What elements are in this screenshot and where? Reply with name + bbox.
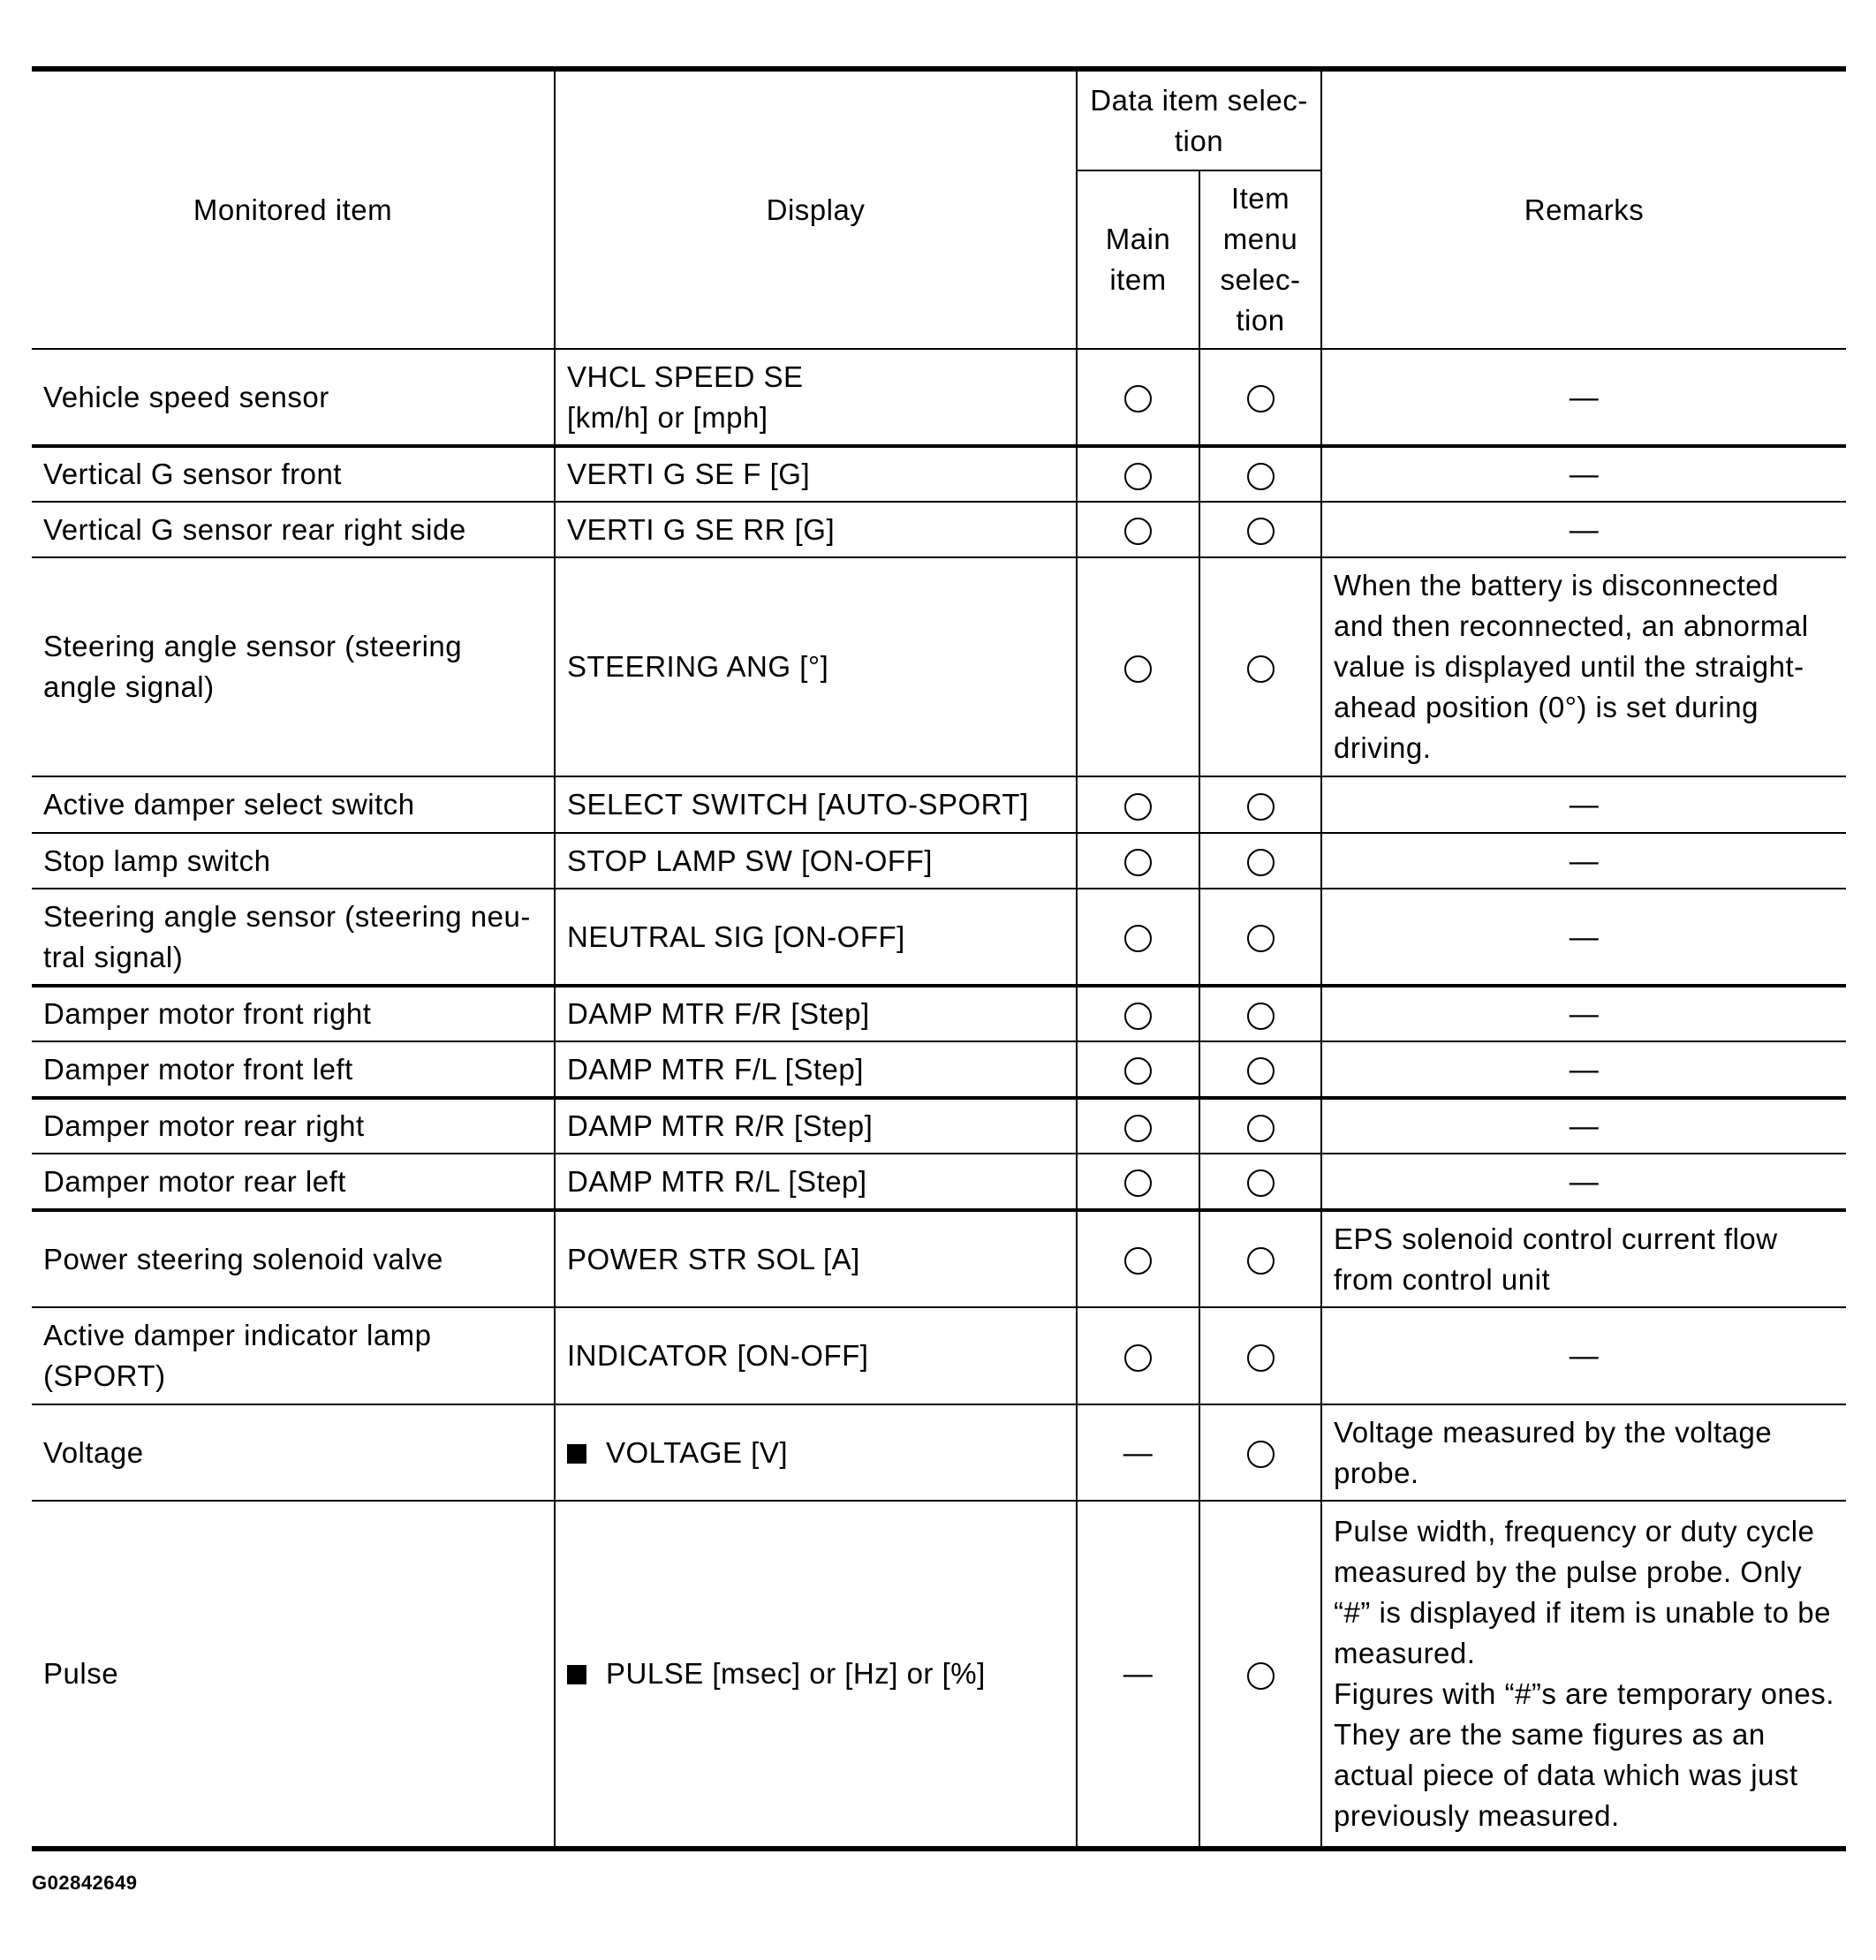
- circle-icon: [1124, 1169, 1152, 1197]
- circle-icon: [1124, 793, 1152, 821]
- cell-main-item: [1077, 1404, 1199, 1501]
- cell-main-item: [1077, 1307, 1199, 1404]
- circle-icon: [1247, 1662, 1275, 1690]
- cell-monitored-item: Vertical G sensor front: [32, 446, 555, 502]
- circle-icon: [1247, 1057, 1275, 1085]
- table-row: [32, 502, 1846, 557]
- cell-monitored-item: Damper motor front left: [32, 1041, 555, 1098]
- cell-main-item: [1077, 986, 1199, 1041]
- circle-icon: [1124, 385, 1152, 412]
- cell-display: [555, 1404, 1077, 1501]
- header-remarks: Remarks: [1321, 69, 1846, 349]
- circle-icon: [1247, 1115, 1275, 1142]
- header-display: Display: [555, 69, 1077, 349]
- cell-remarks: —: [1321, 889, 1846, 986]
- cell-monitored-item: Power steering solenoid valve: [32, 1210, 555, 1307]
- cell-monitored-item: Vehicle speed sensor: [32, 349, 555, 446]
- circle-icon: [1124, 925, 1152, 952]
- cell-item-menu-selection: [1199, 1501, 1321, 1849]
- cell-remarks: —: [1321, 1098, 1846, 1154]
- cell-display: POWER STR SOL [A]: [555, 1210, 1077, 1307]
- cell-item-menu-selection: [1199, 349, 1321, 446]
- display-text: VOLTAGE [V]: [606, 1435, 788, 1469]
- circle-icon: [1124, 1057, 1152, 1085]
- cell-remarks: —: [1321, 1154, 1846, 1210]
- cell-item-menu-selection: [1199, 833, 1321, 889]
- cell-item-menu-selection: [1199, 776, 1321, 833]
- cell-display: DAMP MTR R/R [Step]: [555, 1098, 1077, 1154]
- circle-icon: [1247, 1247, 1275, 1275]
- table-row: [32, 889, 1846, 986]
- table-row: [32, 1041, 1846, 1098]
- dash-mark: —: [1123, 1657, 1154, 1690]
- circle-icon: [1247, 518, 1275, 545]
- circle-icon: [1247, 463, 1275, 490]
- cell-item-menu-selection: [1199, 502, 1321, 557]
- cell-item-menu-selection: [1199, 1098, 1321, 1154]
- table-header: [32, 69, 1846, 349]
- cell-monitored-item: Pulse: [32, 1501, 555, 1849]
- table-row: [32, 1404, 1846, 1501]
- table-row: [32, 557, 1846, 776]
- cell-remarks: Voltage measured by the voltage probe.: [1321, 1404, 1846, 1501]
- cell-remarks: —: [1321, 833, 1846, 889]
- cell-item-menu-selection: [1199, 1307, 1321, 1404]
- cell-display: INDICATOR [ON-OFF]: [555, 1307, 1077, 1404]
- cell-remarks: —: [1321, 446, 1846, 502]
- cell-remarks: —: [1321, 1041, 1846, 1098]
- cell-remarks: When the battery is disconnected and then reconnected, an abnormal value is displayed until the straight-ahead position (0°) is set during driving.: [1321, 557, 1846, 776]
- cell-remarks: —: [1321, 349, 1846, 446]
- circle-icon: [1247, 1003, 1275, 1030]
- cell-item-menu-selection: [1199, 446, 1321, 502]
- table-row: [32, 1154, 1846, 1210]
- cell-display: [555, 1501, 1077, 1849]
- header-data-item-selection: Data item selec- tion: [1077, 69, 1321, 170]
- cell-item-menu-selection: [1199, 986, 1321, 1041]
- filled-square-icon: [567, 1665, 586, 1684]
- cell-remarks: —: [1321, 986, 1846, 1041]
- cell-item-menu-selection: [1199, 1404, 1321, 1501]
- cell-monitored-item: Steering angle sensor (steering neu-tral signal): [32, 889, 555, 986]
- cell-item-menu-selection: [1199, 557, 1321, 776]
- cell-main-item: [1077, 889, 1199, 986]
- table-body: [32, 349, 1846, 1849]
- cell-main-item: [1077, 557, 1199, 776]
- figure-code: G02842649: [32, 1872, 138, 1894]
- cell-item-menu-selection: [1199, 889, 1321, 986]
- cell-main-item: [1077, 349, 1199, 446]
- circle-icon: [1247, 385, 1275, 412]
- cell-display: NEUTRAL SIG [ON-OFF]: [555, 889, 1077, 986]
- table-row: [32, 1210, 1846, 1307]
- circle-icon: [1124, 518, 1152, 545]
- cell-display: DAMP MTR R/L [Step]: [555, 1154, 1077, 1210]
- cell-main-item: [1077, 1210, 1199, 1307]
- cell-display: SELECT SWITCH [AUTO-SPORT]: [555, 776, 1077, 833]
- header-monitored-item: Monitored item: [32, 69, 555, 349]
- cell-display: DAMP MTR F/L [Step]: [555, 1041, 1077, 1098]
- cell-item-menu-selection: [1199, 1041, 1321, 1098]
- table-row: [32, 446, 1846, 502]
- cell-monitored-item: Active damper select switch: [32, 776, 555, 833]
- circle-icon: [1124, 1247, 1152, 1275]
- table-row: [32, 349, 1846, 446]
- cell-main-item: [1077, 1098, 1199, 1154]
- cell-display: DAMP MTR F/R [Step]: [555, 986, 1077, 1041]
- cell-monitored-item: Damper motor rear left: [32, 1154, 555, 1210]
- cell-remarks: —: [1321, 502, 1846, 557]
- circle-icon: [1124, 849, 1152, 876]
- cell-monitored-item: Steering angle sensor (steering angle signal): [32, 557, 555, 776]
- circle-icon: [1124, 1344, 1152, 1372]
- circle-icon: [1124, 655, 1152, 683]
- cell-display: VERTI G SE F [G]: [555, 446, 1077, 502]
- table-row: [32, 1501, 1846, 1849]
- cell-main-item: [1077, 776, 1199, 833]
- header-item-menu-selection: Item menu selec- tion: [1199, 170, 1321, 349]
- circle-icon: [1247, 1344, 1275, 1372]
- filled-square-icon: [567, 1444, 586, 1464]
- cell-main-item: [1077, 502, 1199, 557]
- cell-main-item: [1077, 446, 1199, 502]
- cell-display: VHCL SPEED SE [km/h] or [mph]: [555, 349, 1077, 446]
- circle-icon: [1247, 793, 1275, 821]
- table-row: [32, 1098, 1846, 1154]
- table-row: [32, 776, 1846, 833]
- cell-item-menu-selection: [1199, 1210, 1321, 1307]
- circle-icon: [1247, 925, 1275, 952]
- cell-display: STOP LAMP SW [ON-OFF]: [555, 833, 1077, 889]
- circle-icon: [1124, 463, 1152, 490]
- cell-monitored-item: Damper motor front right: [32, 986, 555, 1041]
- cell-remarks: EPS solenoid control current flow from control unit: [1321, 1210, 1846, 1307]
- circle-icon: [1247, 849, 1275, 876]
- table-row: [32, 986, 1846, 1041]
- display-text: PULSE [msec] or [Hz] or [%]: [606, 1657, 986, 1690]
- cell-monitored-item: Damper motor rear right: [32, 1098, 555, 1154]
- table-row: [32, 833, 1846, 889]
- cell-main-item: [1077, 1154, 1199, 1210]
- cell-main-item: [1077, 1041, 1199, 1098]
- circle-icon: [1124, 1115, 1152, 1142]
- dash-mark: —: [1123, 1435, 1154, 1469]
- circle-icon: [1247, 1169, 1275, 1197]
- table-row: [32, 1307, 1846, 1404]
- cell-monitored-item: Stop lamp switch: [32, 833, 555, 889]
- cell-remarks: —: [1321, 776, 1846, 833]
- cell-item-menu-selection: [1199, 1154, 1321, 1210]
- cell-monitored-item: Vertical G sensor rear right side: [32, 502, 555, 557]
- cell-remarks: Pulse width, frequency or duty cycle measured by the pulse probe. Only “#” is displayed if item is unable to be measured. Figures with “#”s are temporary ones. They are the same figures as an actual piece of data which was just previously measured.: [1321, 1501, 1846, 1849]
- circle-icon: [1124, 1003, 1152, 1030]
- circle-icon: [1247, 655, 1275, 683]
- monitor-item-table: [32, 66, 1846, 1851]
- cell-monitored-item: Active damper indicator lamp (SPORT): [32, 1307, 555, 1404]
- circle-icon: [1247, 1441, 1275, 1468]
- cell-main-item: [1077, 1501, 1199, 1849]
- cell-remarks: —: [1321, 1307, 1846, 1404]
- cell-monitored-item: Voltage: [32, 1404, 555, 1501]
- cell-display: VERTI G SE RR [G]: [555, 502, 1077, 557]
- cell-main-item: [1077, 833, 1199, 889]
- header-main-item: Main item: [1077, 170, 1199, 349]
- cell-display: STEERING ANG [°]: [555, 557, 1077, 776]
